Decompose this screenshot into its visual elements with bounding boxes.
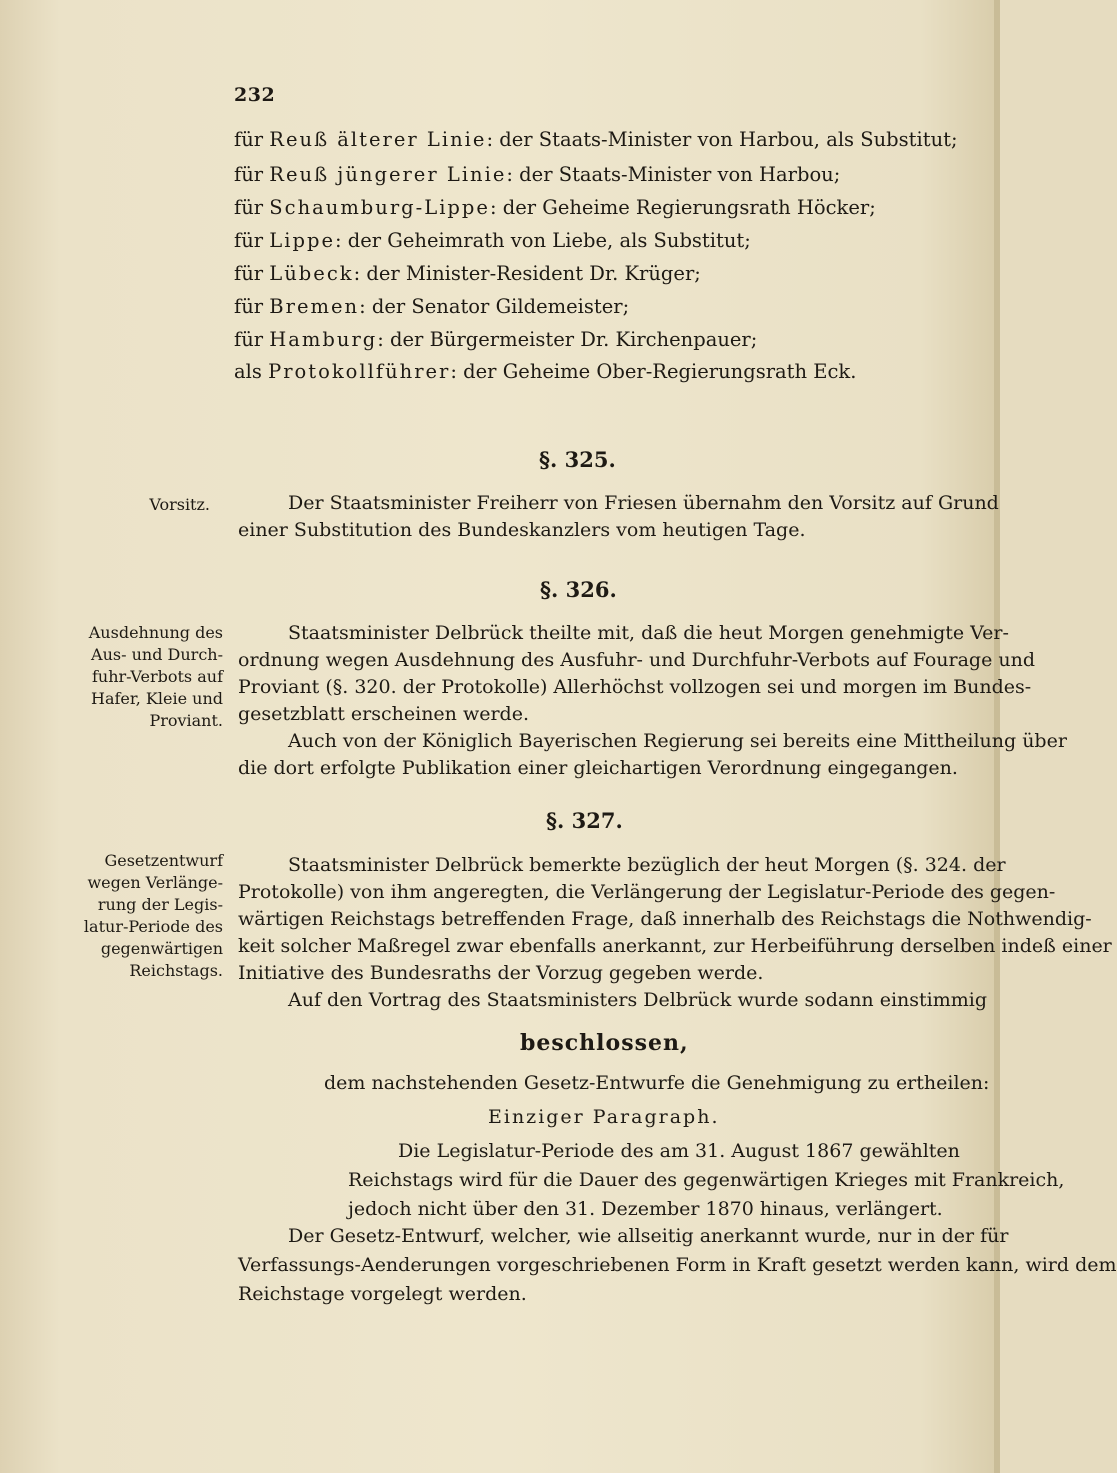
text-line: Staatsminister Delbrück theilte mit, daß die heut Morgen genehmigte Ver- xyxy=(288,622,1009,644)
delegate-text: : der Bürgermeister Dr. Kirchenpauer; xyxy=(377,328,758,351)
margin-note-line: Vorsitz. xyxy=(149,495,210,514)
text-line: Reichstags wird für die Dauer des gegenwärtigen Krieges mit Frankreich, xyxy=(348,1169,1065,1191)
margin-note-line: fuhr-Verbots auf xyxy=(92,667,223,686)
text-line: Verfassungs-Aenderungen vorgeschriebenen Form in Kraft gesetzt werden kann, wird dem xyxy=(238,1254,1117,1276)
law-text xyxy=(348,1137,1064,1224)
delegate-line xyxy=(234,128,958,151)
margin-note-line: gegenwärtigen xyxy=(100,939,223,958)
text-line: Auf den Vortrag des Staatsministers Delbrück wurde sodann einstimmig xyxy=(288,989,988,1011)
text-line: Der Staatsminister Freiherr von Friesen übernahm den Vorsitz auf Grund xyxy=(288,492,999,514)
delegate-line xyxy=(234,229,751,252)
state-name: Reuß älterer Linie xyxy=(269,128,487,151)
paragraph-325 xyxy=(238,490,999,544)
line-prefix: als xyxy=(234,360,269,383)
margin-note-line: wegen Verlänge- xyxy=(87,873,223,892)
text-line: die dort erfolgte Publikation einer gleichartigen Verordnung eingegangen. xyxy=(238,757,958,779)
text-line: ordnung wegen Ausdehnung des Ausfuhr- und Durchfuhr-Verbots auf Fourage und xyxy=(238,649,1036,671)
section-heading-327: §. 327. xyxy=(546,808,623,833)
margin-note-327 xyxy=(80,850,223,982)
paragraph-title: Einziger Paragraph. xyxy=(488,1106,720,1128)
state-name: Reuß jüngerer Linie xyxy=(269,163,507,186)
margin-note-325 xyxy=(100,494,210,516)
margin-note-326 xyxy=(80,622,223,732)
delegate-line xyxy=(234,196,876,219)
delegate-text: : der Minister-Resident Dr. Krüger; xyxy=(353,262,701,285)
text-line: Protokolle) von ihm angeregten, die Verlängerung der Legislatur-Periode des gegen- xyxy=(238,881,1056,903)
margin-note-line: Reichstags. xyxy=(129,961,223,980)
delegate-line xyxy=(234,295,629,318)
line-prefix: für xyxy=(234,328,270,351)
text-line: gesetzblatt erscheinen werde. xyxy=(238,703,529,725)
delegate-line xyxy=(234,328,757,351)
margin-note-line: Proviant. xyxy=(149,711,223,730)
margin-note-line: Ausdehnung des xyxy=(88,623,223,642)
text-line: jedoch nicht über den 31. Dezember 1870 hinaus, verlängert. xyxy=(348,1198,943,1220)
margin-note-line: latur-Periode des xyxy=(83,917,223,936)
state-name: Hamburg xyxy=(269,328,378,351)
text-line: Der Gesetz-Entwurf, welcher, wie allseitig anerkannt wurde, nur in der für xyxy=(288,1225,1009,1247)
approval-line: dem nachstehenden Gesetz-Entwurfe die Genehmigung zu ertheilen: xyxy=(324,1072,990,1094)
role-name: Protokollführer xyxy=(268,360,451,383)
state-name: Lübeck xyxy=(269,262,354,285)
delegate-line xyxy=(234,360,856,383)
line-prefix: für xyxy=(234,229,270,252)
delegate-text: : der Geheimrath von Liebe, als Substitut; xyxy=(335,229,751,252)
margin-note-line: rung der Legis- xyxy=(97,895,223,914)
resolution-word: beschlossen, xyxy=(520,1030,689,1056)
delegate-line xyxy=(234,262,701,285)
line-prefix: für xyxy=(234,196,270,219)
section-heading-325: §. 325. xyxy=(539,447,616,472)
state-name: Lippe xyxy=(269,229,335,252)
text-line: einer Substitution des Bundeskanzlers vom heutigen Tage. xyxy=(238,519,806,541)
margin-note-line: Aus- und Durch- xyxy=(91,645,223,664)
delegate-text: : der Staats-Minister von Harbou; xyxy=(506,163,841,186)
paragraph-327 xyxy=(238,852,1112,1014)
text-line: Staatsminister Delbrück bemerkte bezüglich der heut Morgen (§. 324. der xyxy=(288,854,1006,876)
margin-note-line: Hafer, Kleie und xyxy=(90,689,223,708)
text-line: keit solcher Maßregel zwar ebenfalls anerkannt, zur Herbeiführung derselben indeß einer xyxy=(238,935,1112,957)
text-line: Initiative des Bundesraths der Vorzug gegeben werde. xyxy=(238,962,764,984)
margin-note-line: Gesetzentwurf xyxy=(104,851,223,870)
closing-paragraph xyxy=(238,1222,1117,1309)
state-name: Bremen xyxy=(269,295,360,318)
text-line: Reichstage vorgelegt werden. xyxy=(238,1283,527,1305)
state-name: Schaumburg-Lippe xyxy=(269,196,490,219)
text-line: Die Legislatur-Periode des am 31. August 1867 gewählten xyxy=(398,1140,960,1162)
line-prefix: für xyxy=(234,128,270,151)
text-line: wärtigen Reichstags betreffenden Frage, daß innerhalb des Reichstags die Nothwendig- xyxy=(238,908,1092,930)
section-heading-326: §. 326. xyxy=(540,577,617,602)
paragraph-326 xyxy=(238,620,1067,782)
delegate-line xyxy=(234,163,840,186)
line-prefix: für xyxy=(234,295,270,318)
line-prefix: für xyxy=(234,262,270,285)
delegate-text: : der Geheime Regierungsrath Höcker; xyxy=(489,196,876,219)
line-prefix: für xyxy=(234,163,270,186)
text-line: Auch von der Königlich Bayerischen Regierung sei bereits eine Mittheilung über xyxy=(288,730,1067,752)
delegate-text: : der Staats-Minister von Harbou, als Substitut; xyxy=(486,128,958,151)
page-number: 232 xyxy=(234,84,276,106)
text-line: Proviant (§. 320. der Protokolle) Allerhöchst vollzogen sei und morgen im Bundes- xyxy=(238,676,1032,698)
delegate-text: : der Geheime Ober-Regierungsrath Eck. xyxy=(450,360,857,383)
delegate-text: : der Senator Gildemeister; xyxy=(359,295,630,318)
